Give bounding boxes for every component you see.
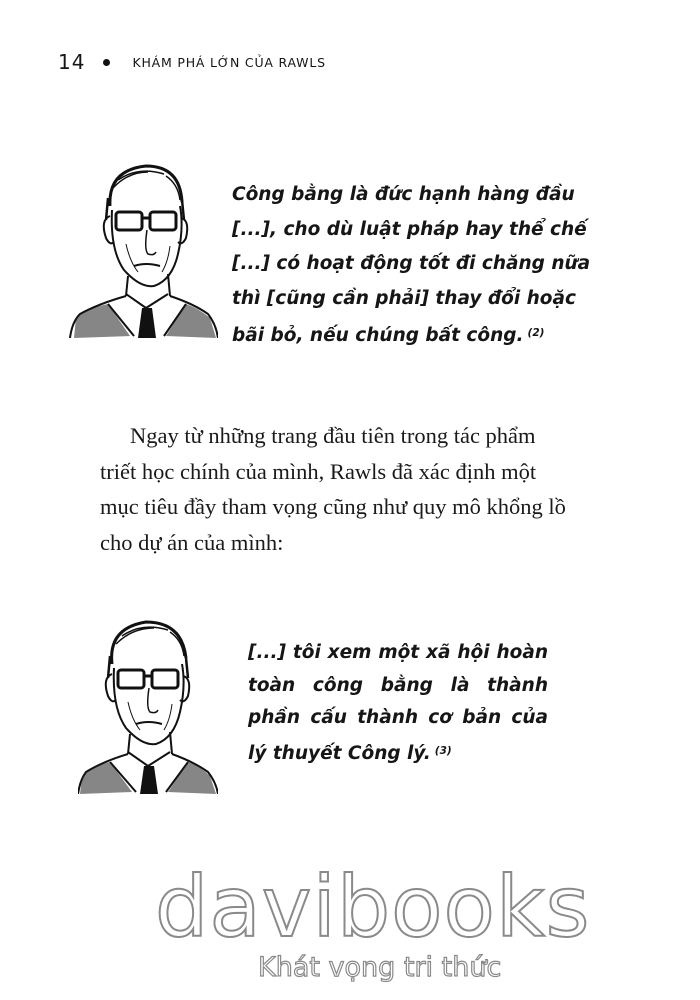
quote-line: [...], cho dù luật pháp hay thể chế — [232, 218, 587, 240]
rawls-portrait-icon — [68, 158, 218, 338]
watermark-slogan: Khát vọng tri thức — [258, 952, 502, 983]
paragraph-line: mục tiêu đầy tham vọng cũng như quy mô khổng lồ — [100, 494, 566, 519]
body-paragraph — [100, 418, 620, 560]
paragraph-line: triết học chính của mình, Rawls đã xác định một — [100, 458, 537, 484]
quote-line: [...] tôi xem một xã hội hoàn — [248, 642, 548, 663]
running-title: KHÁM PHÁ LỚN CỦA RAWLS — [132, 54, 326, 70]
quote-line: toàn công bằng là thành — [248, 674, 548, 696]
footnote-reference: (3) — [434, 744, 452, 757]
quote-line-text: bãi bỏ, nếu chúng bất công. — [232, 325, 524, 346]
paragraph-line: Ngay từ những trang đầu tiên trong tác phẩm — [130, 423, 536, 448]
quote-line: thì [cũng cần phải] thay đổi hoặc — [232, 287, 576, 309]
paragraph-line: cho dự án của mình: — [100, 529, 284, 555]
quote-block — [248, 637, 548, 770]
quote-line — [248, 735, 548, 771]
watermark-brand: davibooks — [155, 858, 591, 956]
quote-line: Công bằng là đức hạnh hàng đầu — [232, 184, 575, 205]
running-header — [58, 50, 326, 74]
bullet-dot-icon — [103, 59, 110, 66]
quote-line — [232, 316, 592, 354]
quote-block — [232, 178, 592, 354]
quote-line: [...] có hoạt động tốt đi chăng nữa — [232, 253, 591, 274]
rawls-portrait-icon — [78, 614, 218, 794]
quote-line: phần cấu thành cơ bản của — [248, 707, 548, 728]
footnote-reference: (2) — [527, 327, 545, 339]
quote-line-text: lý thuyết Công lý. — [248, 742, 431, 764]
page-number: 14 — [58, 50, 86, 74]
